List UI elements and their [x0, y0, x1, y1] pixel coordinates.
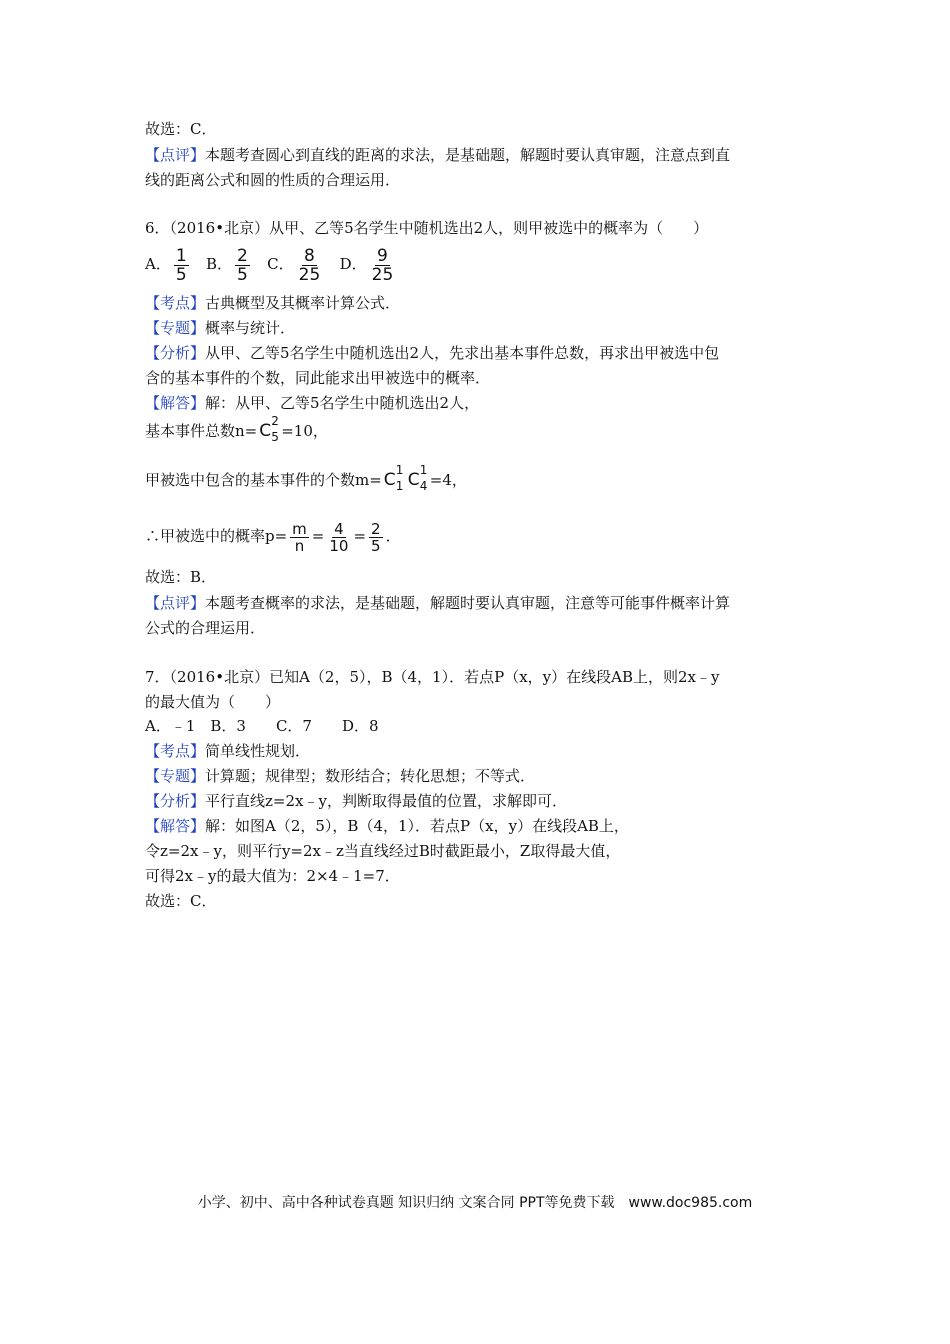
frac-4-10: $\frac{4}{10}$: [329, 519, 349, 555]
comment-tag: 【点评】: [145, 146, 206, 164]
q6-kaodian: 【考点】古典概型及其概率计算公式．: [145, 294, 401, 312]
comb-c11: C 1 1: [383, 463, 404, 493]
q7-fenxi: 【分析】平行直线z=2x﹣y，判断取得最值的位置，求解即可．: [145, 792, 567, 810]
q6-fenxi: 【分析】从甲、乙等5名学生中随机选出2人，先求出基本事件总数，再求出甲被选中包: [145, 344, 720, 362]
q6-zhuanti: 【专题】概率与统计．: [145, 319, 296, 337]
q7-stem: 7．（2016•北京）已知A（2，5），B（4，1）．若点P（x，y）在线段AB上，则2x﹣y: [145, 668, 720, 686]
comb-c41: C 1 4: [407, 463, 428, 493]
q6-fenxi-cont: 含的基本事件的个数，同此能求出甲被选中的概率．: [145, 369, 491, 387]
q7-zhuanti: 【专题】计算题；规律型；数形结合；转化思想；不等式．: [145, 767, 536, 785]
q7-answer: 故选：C．: [145, 892, 217, 910]
q6-n-line: 基本事件总数n= C 2 5 =10，: [145, 414, 328, 444]
q6-answer: 故选：B．: [145, 568, 217, 586]
opt-a-label: A．: [145, 255, 171, 273]
opt-c-label: C．: [267, 255, 294, 273]
q7-stem-cont: 的最大值为（ ）: [145, 693, 281, 711]
comment-text: 本题考查圆心到直线的距离的求法，是基础题，解题时要认真审题，注意点到直: [205, 146, 731, 164]
prev-comment: [145, 145, 730, 165]
q6-dianping: 【点评】本题考查概率的求法，是基础题，解题时要认真审题，注意等可能事件概率计算: [145, 594, 731, 612]
q6-p-line: ∴甲被选中的概率p= $\frac{m}{n}$ = $\frac{4}{10}$ = $\frac{2}{5}$ ．: [145, 519, 401, 555]
q6-options: [145, 246, 398, 284]
opt-d-label: D．: [339, 255, 367, 273]
q7-jieda: 【解答】解：如图A（2，5），B（4，1）．若点P（x，y）在线段AB上，: [145, 817, 629, 835]
q7-jieda-2: 令z=2x﹣y，则平行y=2x﹣z当直线经过B时截距最小，Z取得最大值，: [145, 842, 621, 860]
q7-options: A．﹣1 B．3 C．7 D．8: [145, 717, 379, 735]
q6-jieda: 【解答】解：从甲、乙等5名学生中随机选出2人，: [145, 394, 480, 412]
q6-dianping-cont: 公式的合理运用．: [145, 619, 266, 637]
prev-comment-cont: 线的距离公式和圆的性质的合理运用．: [145, 171, 401, 189]
comb-c52: C 2 5: [259, 414, 279, 444]
page-footer: 小学、初中、高中各种试卷真题 知识归纳 文案合同 PPT等免费下载 www.doc985.com: [197, 1195, 753, 1211]
opt-b-label: B．: [205, 255, 233, 273]
opt-a-frac: $\frac{1}{5}$: [175, 245, 187, 285]
prev-answer: 故选：C．: [145, 120, 217, 138]
frac-2-5: $\frac{2}{5}$: [371, 519, 381, 555]
q6-m-line: 甲被选中包含的基本事件的个数m= C 1 1 C 1 4 =4，: [145, 463, 467, 493]
opt-d-frac: $\frac{9}{25}$: [371, 245, 394, 285]
opt-b-frac: $\frac{2}{5}$: [237, 245, 248, 285]
opt-c-frac: $\frac{8}{25}$: [298, 245, 321, 285]
frac-m-n: $\frac{m}{n}$: [292, 519, 307, 555]
q7-kaodian: 【考点】简单线性规划．: [145, 742, 311, 760]
q7-jieda-3: 可得2x﹣y的最大值为：2×4﹣1=7．: [145, 867, 400, 885]
q6-stem: 6．（2016•北京）从甲、乙等5名学生中随机选出2人，则甲被选中的概率为（ ）: [145, 219, 709, 237]
